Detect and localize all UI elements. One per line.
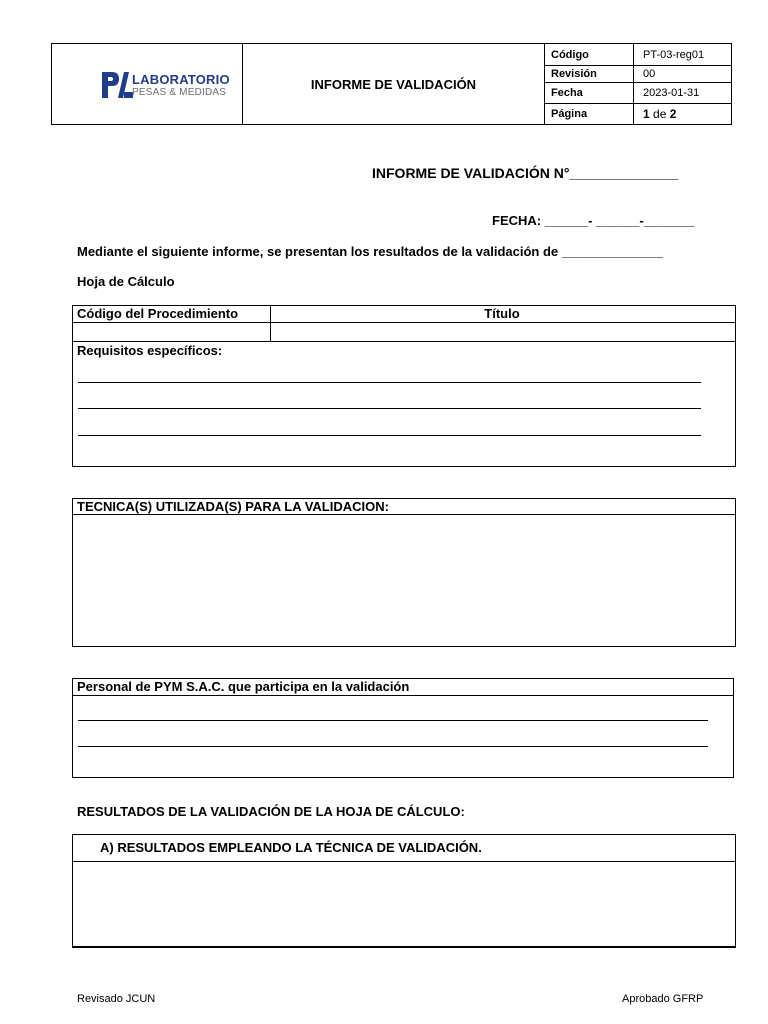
procedure-title-field[interactable] <box>272 323 734 340</box>
footer-reviewed: Revisado JCUN <box>77 993 156 1005</box>
logo-cell <box>52 44 243 124</box>
technique-box <box>72 498 736 647</box>
report-number-title: INFORME DE VALIDACIÓN N°______________ <box>372 165 679 181</box>
divider <box>73 514 735 515</box>
personnel-label: Personal de PYM S.A.C. que participa en la validación <box>77 679 410 694</box>
results-section-a: A) RESULTADOS EMPLEANDO LA TÉCNICA DE VALIDACIÓN. <box>100 840 482 855</box>
document-meta-table <box>545 44 731 124</box>
requirements-line[interactable] <box>78 435 701 436</box>
page-current: 1 <box>643 106 650 121</box>
meta-row-code <box>545 44 731 66</box>
meta-row-date <box>545 82 731 104</box>
results-box <box>72 834 736 948</box>
report-date-line: FECHA: ______- ______-_______ <box>492 213 695 228</box>
meta-row-revision <box>545 65 731 83</box>
page-indicator <box>635 103 731 124</box>
results-heading: RESULTADOS DE LA VALIDACIÓN DE LA HOJA DE CÁLCULO: <box>77 804 465 819</box>
personnel-line[interactable] <box>78 720 708 721</box>
meta-key: Fecha <box>545 82 634 103</box>
header-document-title: INFORME DE VALIDACIÓN <box>243 44 545 124</box>
personnel-line[interactable] <box>78 746 708 747</box>
col-header-procedure-code: Código del Procedimiento <box>77 306 239 321</box>
meta-value: 2023-01-31 <box>643 86 700 99</box>
divider <box>73 861 735 862</box>
page-separator: de <box>653 106 667 121</box>
footer-approved: Aprobado GFRP <box>622 993 704 1005</box>
col-header-title: Título <box>484 306 520 321</box>
company-logo-icon <box>100 68 134 102</box>
report-subject: Hoja de Cálculo <box>77 274 175 289</box>
page-total: 2 <box>669 106 677 121</box>
requirements-line[interactable] <box>78 408 701 409</box>
divider <box>73 341 735 342</box>
logo-text-primary: LABORATORIO <box>132 72 230 87</box>
document-header <box>51 43 732 125</box>
technique-field[interactable] <box>74 516 734 645</box>
meta-value: PT-03-reg01 <box>643 48 705 61</box>
meta-key: Código <box>545 44 634 65</box>
meta-row-page <box>545 103 731 124</box>
logo-text-secondary: PESAS & MEDIDAS <box>132 87 227 98</box>
divider <box>73 695 733 696</box>
requirements-line[interactable] <box>78 382 701 383</box>
procedure-code-field[interactable] <box>74 323 269 340</box>
procedure-table <box>72 305 736 467</box>
meta-key: Página <box>545 103 634 124</box>
results-field[interactable] <box>74 863 734 945</box>
meta-key: Revisión <box>545 65 634 82</box>
technique-label: TECNICA(S) UTILIZADA(S) PARA LA VALIDACION: <box>77 499 389 514</box>
report-intro-text: Mediante el siguiente informe, se presentan los resultados de la validación de ______________ <box>77 244 663 259</box>
requirements-label: Requisitos específicos: <box>77 343 223 358</box>
meta-value: 00 <box>643 67 656 80</box>
personnel-box <box>72 678 734 778</box>
